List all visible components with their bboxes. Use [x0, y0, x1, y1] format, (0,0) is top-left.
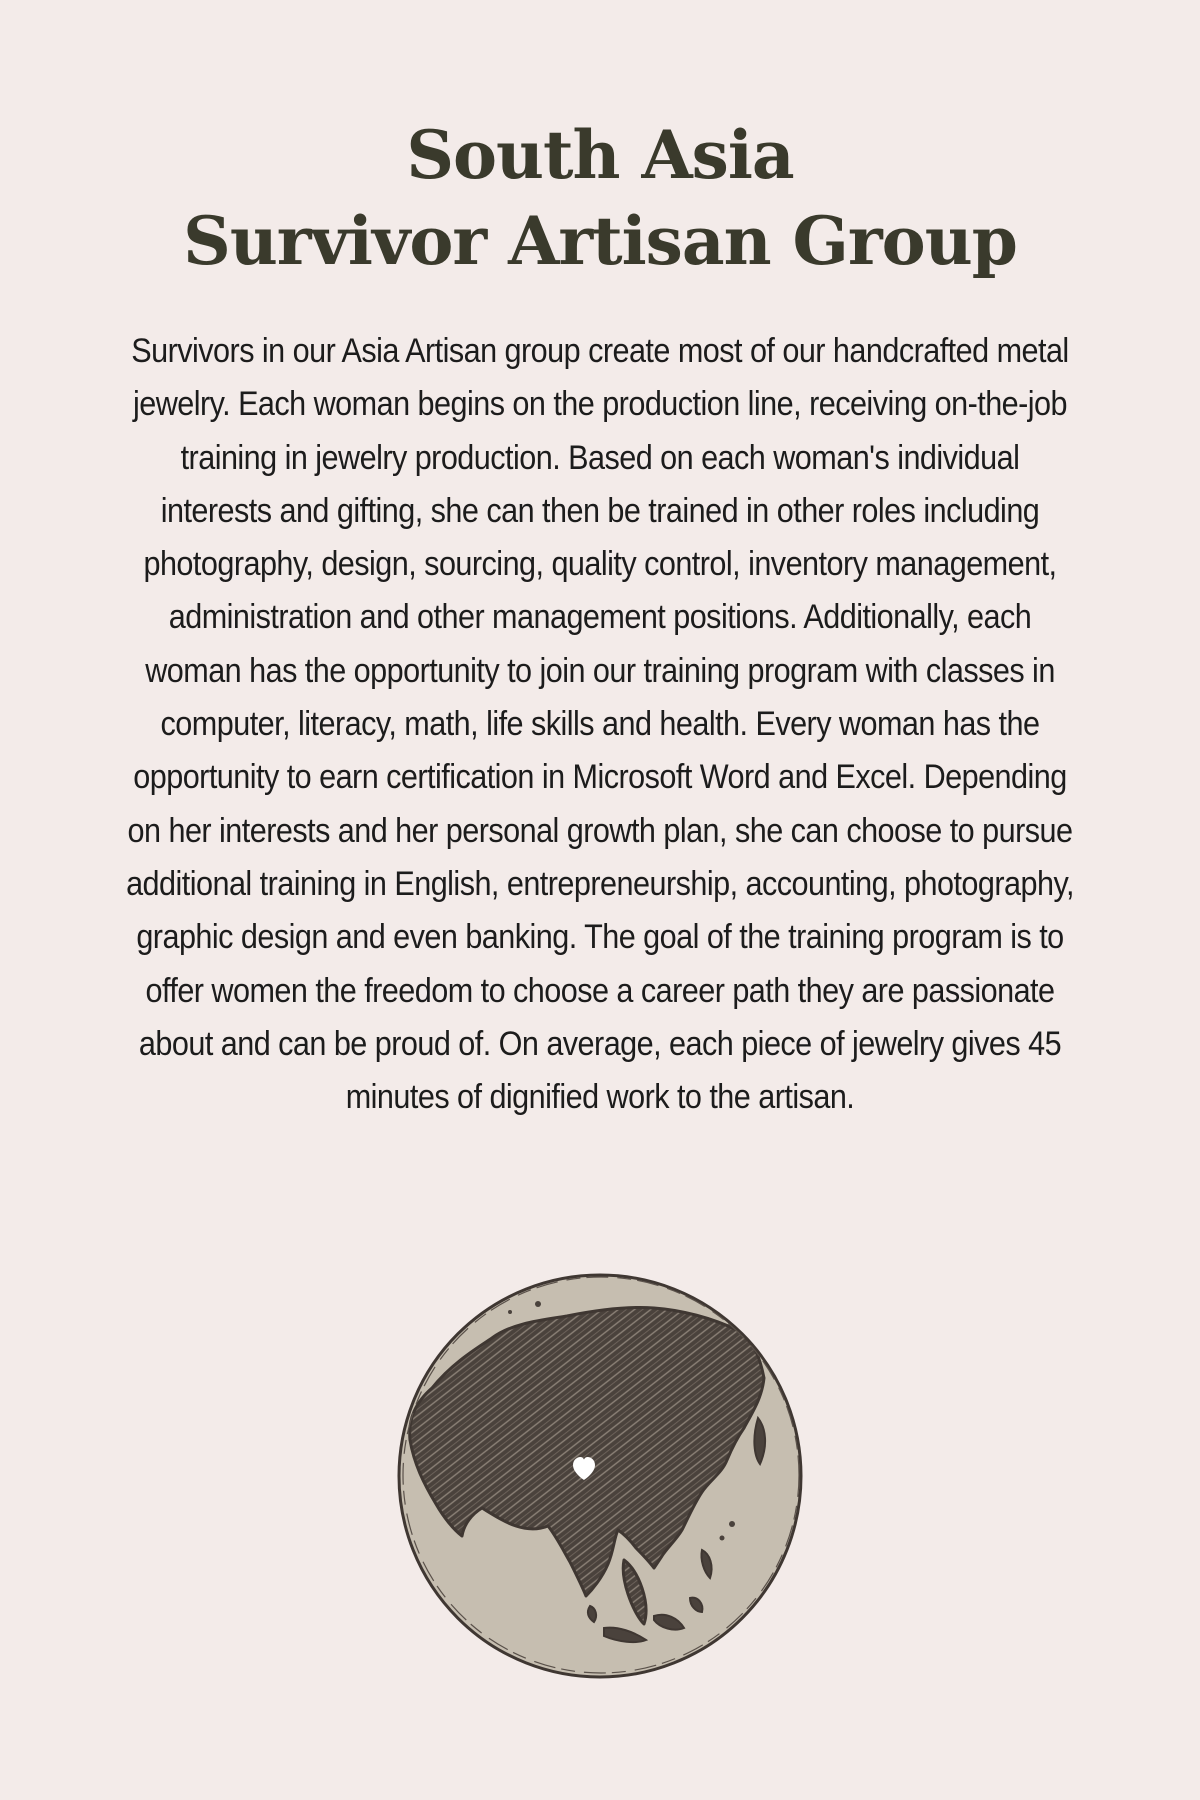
- globe-illustration: [392, 1268, 808, 1684]
- title-line-1: South Asia: [406, 116, 794, 194]
- page-title: [0, 112, 1200, 284]
- island-dot: [729, 1521, 735, 1527]
- title-line-2: Survivor Artisan Group: [183, 202, 1017, 280]
- island-dot: [720, 1536, 725, 1541]
- island-dot: [508, 1310, 512, 1314]
- island-dot: [535, 1301, 541, 1307]
- description-paragraph: Survivors in our Asia Artisan group create most of our handcrafted metal jewelry. Each woman begins on the production line, receiving on-the-job training in jewelry production. Based on each woman's individual interests and gifting, she can then be trained in other roles including photography, design, sourcing, quality control, inventory management, administration and other management positions. Additionally, each woman has the opportunity to join our training program with classes in computer, literacy, math, life skills and health. Every woman has the opportunity to earn certification in Microsoft Word and Excel. Depending on her interests and her personal growth plan, she can choose to pursue additional training in English, entrepreneurship, accounting, photography, graphic design and even banking. The goal of the training program is to offer women the freedom to choose a career path they are passionate about and can be proud of. On average, each piece of jewelry gives 45 minutes of dignified work to the artisan.: [126, 332, 1074, 1117]
- globe-asia-icon: [392, 1268, 808, 1684]
